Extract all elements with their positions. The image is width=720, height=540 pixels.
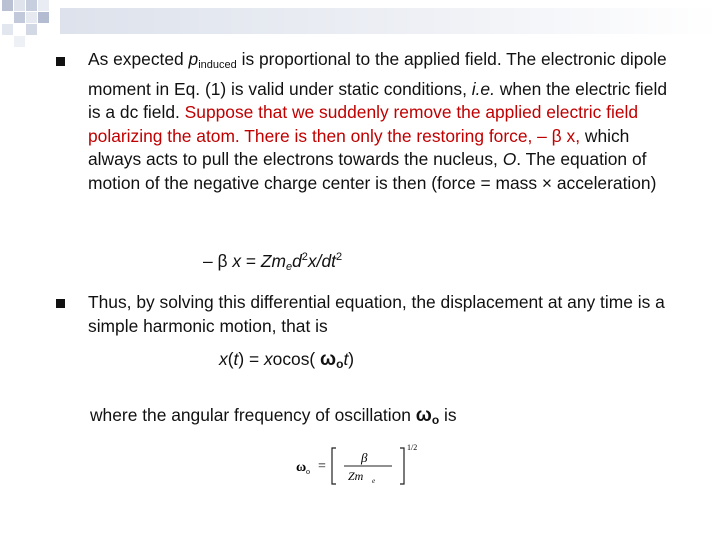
formula-denominator-sub: e bbox=[372, 477, 376, 485]
paragraph-2: Thus, by solving this differential equation, the displacement at any time is a simple harmonic motion, that is bbox=[88, 292, 665, 336]
equation-of-motion: – β $x = Zm_ed^2x/dt^2$ bbox=[203, 251, 343, 273]
paragraph-1: As expected $p_{induced}$ is proportional to the applied field. The electronic dipole moment in Eq. (1) is valid under static conditions, i.e. when the electric field is a dc field. Suppose that we suddenly remove the applied electric field polarizing the atom. There is then only the restoring force, – β x, which always acts to pull the electrons towards the nucleus, O. The equation of motion of the negative charge center is then (force = mass × acceleration) bbox=[88, 49, 668, 193]
title-bar-decoration bbox=[0, 0, 720, 48]
formula-omega-sub: o bbox=[306, 467, 310, 476]
highlighted-text: Suppose that we suddenly remove the applied electric field polarizing the atom. There is then only the restoring force, – β x, bbox=[88, 102, 639, 146]
formula-numerator: β bbox=[361, 450, 368, 465]
bullet-marker bbox=[56, 299, 65, 308]
deco-square bbox=[38, 0, 49, 11]
formula-omega: ω bbox=[296, 460, 307, 475]
deco-square bbox=[14, 0, 25, 11]
angular-frequency-formula bbox=[292, 440, 432, 488]
deco-square bbox=[38, 12, 49, 23]
deco-square bbox=[2, 24, 13, 35]
formula-denominator: Zm bbox=[348, 469, 364, 483]
where-line: where the angular frequency of oscillation ωo is bbox=[90, 405, 457, 427]
deco-square bbox=[26, 12, 37, 23]
right-bracket bbox=[400, 448, 404, 484]
gradient-bar bbox=[60, 8, 720, 34]
left-bracket bbox=[332, 448, 336, 484]
deco-square bbox=[2, 0, 13, 11]
deco-square bbox=[26, 24, 37, 35]
bullet-marker bbox=[56, 57, 65, 66]
displacement-equation: x(t) = xocos( ωot) bbox=[219, 349, 355, 371]
deco-square bbox=[14, 36, 25, 47]
formula-exponent: 1/2 bbox=[407, 443, 418, 452]
deco-square bbox=[14, 12, 25, 23]
formula-equals: = bbox=[318, 459, 326, 474]
deco-square bbox=[26, 0, 37, 11]
